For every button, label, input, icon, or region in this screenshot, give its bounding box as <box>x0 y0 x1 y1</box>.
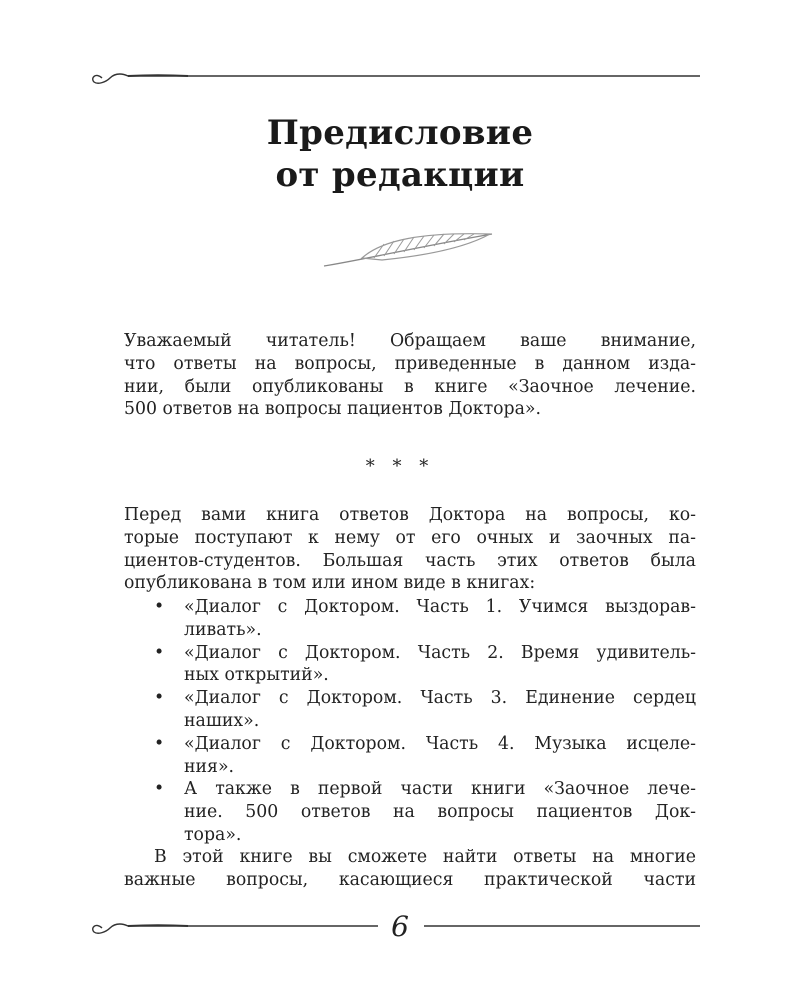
closing-line: В этой книге вы сможете найти ответы на многие <box>154 847 696 867</box>
books-list <box>124 596 696 847</box>
top-ornament-rule <box>88 64 700 88</box>
notice-line: что ответы на вопросы, приведенные в данном изда- <box>124 353 696 374</box>
section-separator: * * * <box>365 456 435 477</box>
list-item-line: наших». <box>184 710 260 731</box>
list-item-line: ливать». <box>184 619 262 640</box>
intro-line: торые поступают к нему от его очных и заочных па- <box>124 527 696 548</box>
list-item-line: «Диалог с Доктором. Часть 2. Время удивитель- <box>184 642 696 663</box>
list-item <box>124 642 696 688</box>
closing-line: важные вопросы, касающиеся практической части <box>124 869 696 890</box>
list-item-line: ных открытий». <box>184 665 329 686</box>
intro-line: Перед вами книга ответов Доктора на вопросы, ко- <box>124 505 696 525</box>
intro-line: циентов-студентов. Большая часть этих ответов была <box>124 550 696 571</box>
list-item-line: «Диалог с Доктором. Часть 1. Учимся выздорав- <box>184 597 696 617</box>
list-item <box>124 733 696 779</box>
list-item-line: ния». <box>184 756 235 777</box>
feather-icon <box>322 226 494 272</box>
intro-line: опубликована в том или ином виде в книгах: <box>124 573 536 594</box>
list-item-line: ние. 500 ответов на вопросы пациентов Док- <box>184 802 696 823</box>
list-item-line: «Диалог с Доктором. Часть 4. Музыка исцеле- <box>184 733 696 754</box>
list-item <box>124 778 696 846</box>
notice-line: нии, были опубликованы в книге «Заочное лечение. <box>124 376 696 397</box>
title-line-1: Предисловие <box>266 113 534 153</box>
list-item-line: «Диалог с Доктором. Часть 3. Единение сердец <box>184 688 696 709</box>
bullet-icon: • <box>154 642 165 663</box>
intro-paragraph <box>124 504 696 595</box>
notice-paragraph <box>124 330 696 421</box>
list-item <box>124 596 696 642</box>
list-item-line: А также в первой части книги «Заочное лече- <box>184 779 696 800</box>
notice-line: 500 ответов на вопросы пациентов Доктора». <box>124 399 541 420</box>
bullet-icon: • <box>154 688 165 709</box>
closing-paragraph <box>124 846 696 892</box>
page-title <box>0 112 800 196</box>
bullet-icon: • <box>154 733 165 754</box>
notice-line: Уважаемый читатель! Обращаем ваше внимание, <box>124 331 696 351</box>
bullet-icon: • <box>154 779 165 800</box>
page-number: 6 <box>391 910 409 943</box>
list-item-line: тора». <box>184 824 242 845</box>
bullet-icon: • <box>154 597 165 617</box>
list-item <box>124 687 696 733</box>
title-line-2: от редакции <box>275 155 525 195</box>
